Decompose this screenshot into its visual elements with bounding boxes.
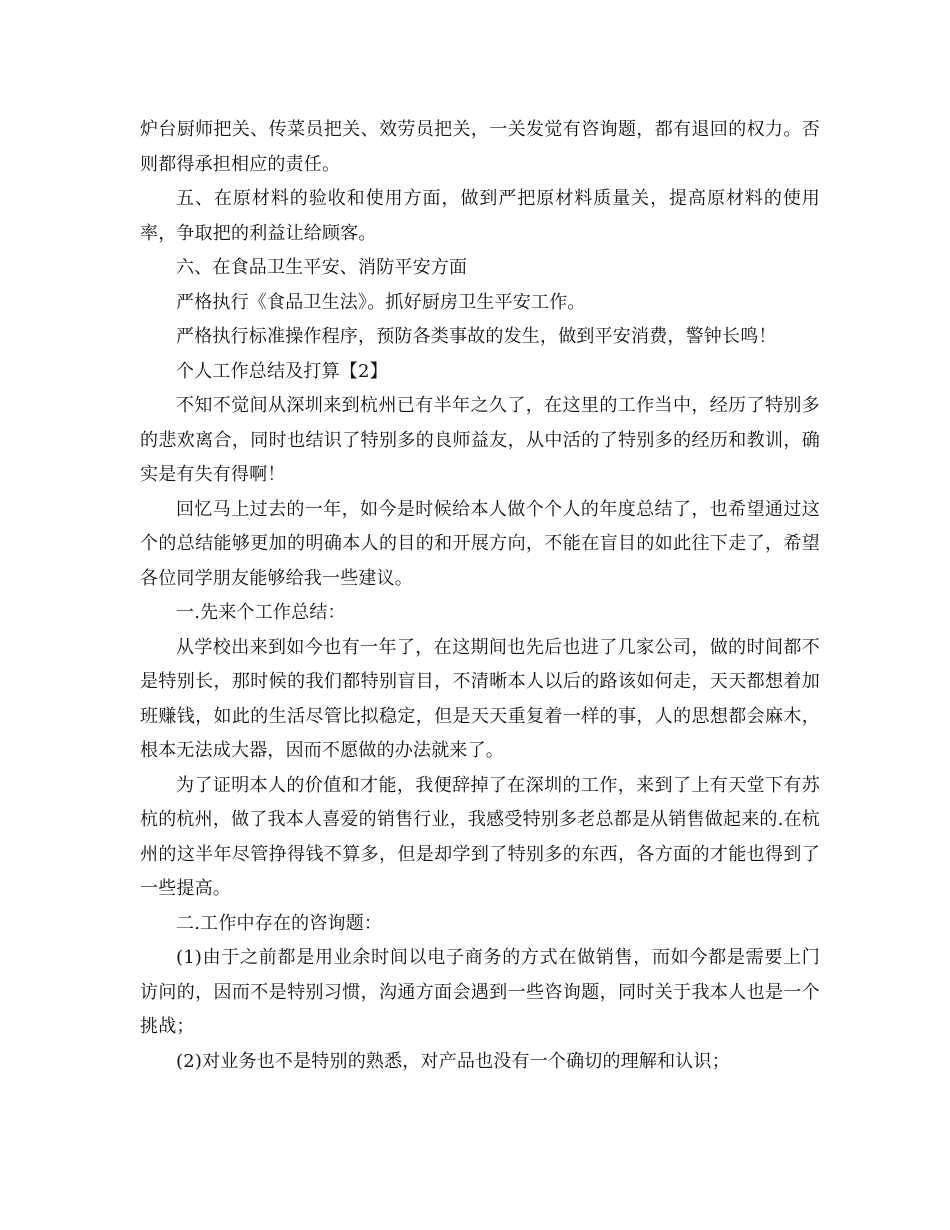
paragraph: 回忆马上过去的一年，如今是时候给本人做个个人的年度总结了，也希望通过这个的总结能够更加的明确本人的目的和开展方向，不能在盲目的如此往下走了，希望各位同学朋友能够给我一些建议。 xyxy=(140,498,820,589)
paragraph: 不知不觉间从深圳来到杭州已有半年之久了，在这里的工作当中，经历了特别多的悲欢离合，同时也结识了特别多的良师益友，从中活的了特别多的经历和教训，确实是有失有得啊！ xyxy=(140,395,820,485)
paragraph: 为了证明本人的价值和才能，我便辞掉了在深圳的工作，来到了上有天堂下有苏杭的杭州，做了我本人喜爱的销售行业，我感受特别多老总都是从销售做起来的.在杭州的这半年尽管挣得钱不算多，但是却学到了特别多的东西，各方面的才能也得到了一些提高。 xyxy=(140,774,820,899)
paragraph: 严格执行《食品卫生法》。抓好厨房卫生平安工作。 xyxy=(176,291,586,313)
paragraph: 从学校出来到如今也有一年了，在这期间也先后也进了几家公司，做的时间都不是特别长，那时候的我们都特别盲目，不清晰本人以后的路该如何走，天天都想着加班赚钱，如此的生活尽管比拟稳定，但是天天重复着一样的事，人的思想都会麻木，根本无法成大器，因而不愿做的办法就来了。 xyxy=(140,636,820,761)
list-item: (1)由于之前都是用业余时间以电子商务的方式在做销售，而如今都是需要上门访问的，因而不是特别习惯，沟通方面会遇到一些咨询题，同时关于我本人也是一个挑战； xyxy=(140,947,820,1037)
section-heading: 一.先来个工作总结： xyxy=(176,602,346,623)
section-heading: 二.工作中存在的咨询题： xyxy=(176,912,383,934)
section-heading: 六、在食品卫生平安、消防平安方面 xyxy=(176,257,468,278)
paragraph: 炉台厨师把关、传菜员把关、效劳员把关，一关发觉有咨询题，都有退回的权力。否则都得承担相应的责任。 xyxy=(140,119,820,175)
document-body xyxy=(140,113,820,1079)
section-title: 个人工作总结及打算【2】 xyxy=(176,360,388,382)
list-item: (2)对业务也不是特别的熟悉，对产品也没有一个确切的理解和认识； xyxy=(176,1050,730,1072)
paragraph: 严格执行标准操作程序，预防各类事故的发生，做到平安消费，警钟长鸣！ xyxy=(176,326,777,347)
paragraph: 五、在原材料的验收和使用方面，做到严把原材料质量关，提高原材料的使用率，争取把的利益让给顾客。 xyxy=(140,188,820,244)
